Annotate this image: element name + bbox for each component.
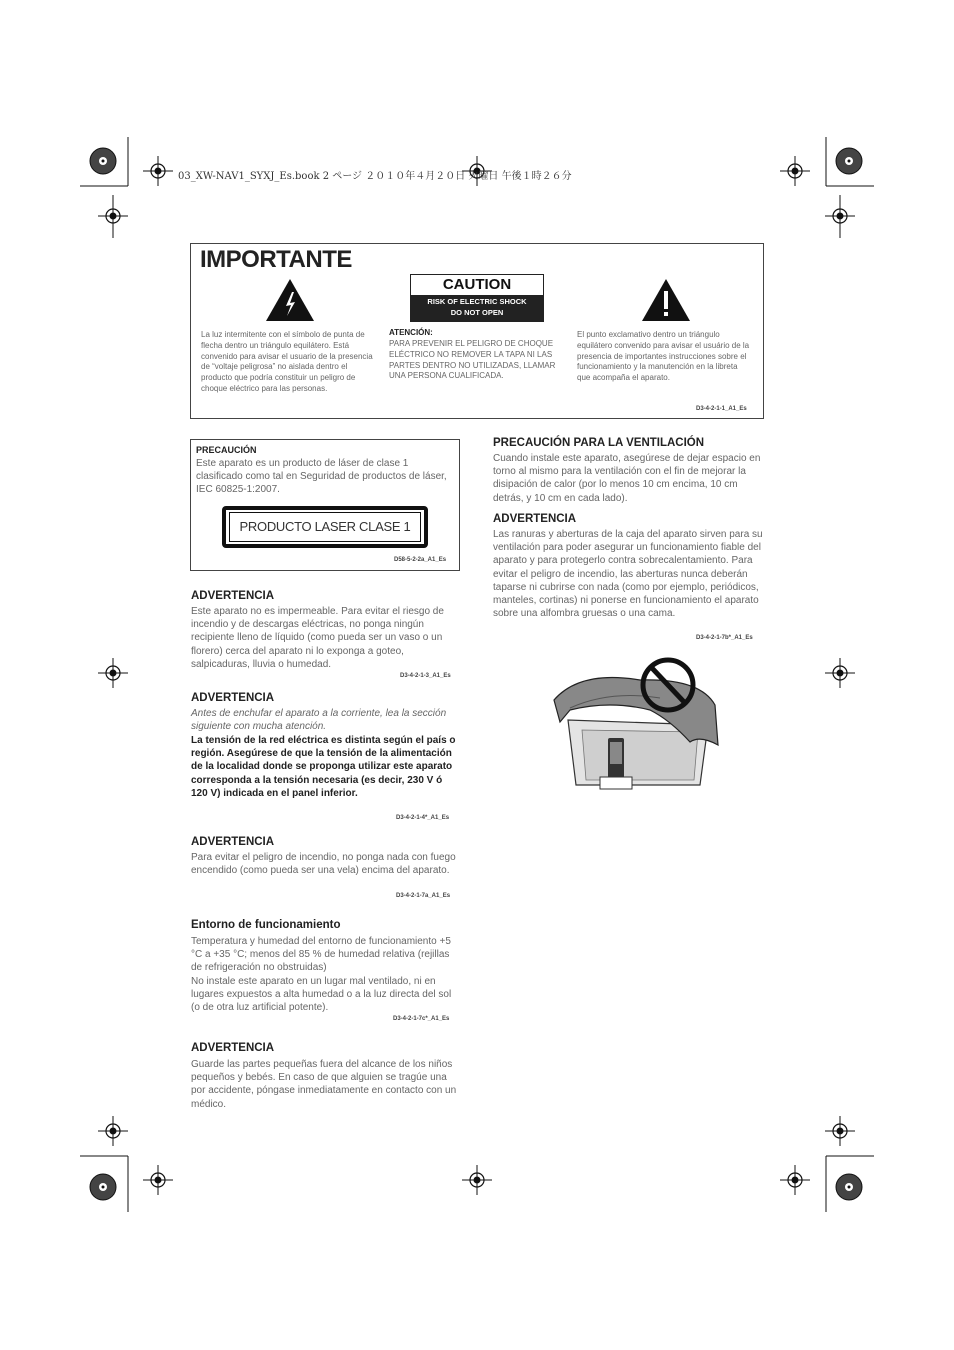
advertencia-3-text: Para evitar el peligro de incendio, no ponga nada con fuego encendido (como pueda ser una vela) encima del aparato.: [191, 852, 456, 877]
caution-subtitle: [411, 295, 543, 321]
advertencia-1-text: Este aparato no es impermeable. Para evitar el riesgo de incendio y de descargas eléctricas, no ponga ningún recipiente lleno de líquido (como pueda ser un vaso o un florero) cerca del aparato ni lo exponga a goteo, salpicaduras, lluvia o humedad.: [191, 606, 444, 670]
caution-title: CAUTION: [442, 276, 512, 293]
advertencia-2-bold: La tensión de la red eléctrica es distinta según el país o región. Asegúrese de que la tensión de la alimentación de la localidad donde se proponga utilizar este aparato corresponda a la tensión necesaria (es decir, 230 V ó 120 V) indicada en el panel inferior.: [191, 735, 456, 799]
precaucion-code: D58-5-2-2a_A1_Es: [394, 557, 447, 563]
advertencia-4-title: ADVERTENCIA: [191, 1042, 275, 1054]
advertencia-2-code: D3-4-2-1-4*_A1_Es: [396, 815, 450, 821]
importante-code: D3-4-2-1-1_A1_Es: [696, 406, 747, 412]
advertencia-3-title: ADVERTENCIA: [191, 836, 275, 848]
file-header: 03_XW-NAV1_SYXJ_Es.book 2 ページ ２０１０年４月２０日 火曜日 午後１時２６分: [178, 171, 572, 182]
atencion-label: ATENCIÓN:: [389, 328, 433, 337]
ventilacion-text: Cuando instale este aparato, asegúrese de dejar espacio en torno al mismo para la ventilación con el fin de mejorar la disipación de calor (por lo menos 10 cm encima, 10 cm detrás, y 10 cm en cada lado).: [493, 453, 761, 504]
advertencia-5-text: Las ranuras y aberturas de la caja del aparato sirven para su ventilación para poder asegurar un funcionamiento fiable del aparato y para protegerlo contra sobrecalentamiento. Para evitar el peligro de incendio, las aberturas nunca deberán taparse ni cubrirse con nada (como por ejemplo, periódicos, manteles, cortinas) ni ponerse en funcionamiento el aparato sobre una alfombra gruesas o una cama.: [493, 529, 763, 620]
advertencia-2-italic: Antes de enchufar el aparato a la corriente, lea la sección siguiente con mucha atención.: [191, 708, 447, 733]
caution-open-text: DO NOT OPEN: [450, 307, 504, 317]
advertencia-3-code: D3-4-2-1-7a_A1_Es: [396, 893, 451, 899]
lightning-warning-icon: [265, 278, 315, 322]
advertencia-4-text: Guarde las partes pequeñas fuera del alcance de los niños pequeños y bebés. En caso de que alguien se tragúe una por accidente, póngase inmediatamente en contacto con un médico.: [191, 1059, 457, 1110]
importante-title: IMPORTANTE: [200, 246, 352, 273]
atencion-text: PARA PREVENIR EL PELIGRO DE CHOQUE ELÉCTRICO NO REMOVER LA TAPA NI LAS PARTES DENTRO NO UTILIZADAS, LLAMAR UNA PERSONA CUALIFICADA.: [389, 339, 556, 381]
advertencia-2-title: ADVERTENCIA: [191, 692, 275, 704]
entorno-title: Entorno de funcionamiento: [191, 919, 341, 931]
exclamation-description: El punto exclamativo dentro un triángulo equilátero convenido para avisar el usuário de la presencia de importantes instrucciones sobre el funcionamiento y la manutención en la libreta que acompaña el aparato.: [577, 330, 750, 383]
entorno-text-1: Temperatura y humedad del entorno de funcionamiento +5 °C a +35 °C; menos del 85 % de humedad relativa (rejillas de refrigeración no obstruidas): [191, 936, 451, 974]
laser-label-text: PRODUCTO LASER CLASE 1: [229, 512, 421, 542]
advertencia-5-title: ADVERTENCIA: [493, 513, 577, 525]
entorno-code: D3-4-2-1-7c*_A1_Es: [393, 1016, 450, 1022]
advertencia-1-title: ADVERTENCIA: [191, 590, 275, 602]
precaucion-label: PRECAUCIÓN: [196, 445, 257, 455]
caution-risk-text: RISK OF ELECTRIC SHOCK: [427, 297, 527, 306]
lightning-description: La luz intermitente con el símbolo de punta de flecha dentro un triángulo equilátero. Está convenido para avisar el usuario de la presencia de “voltaje peligrosa” no aislada dentro el producto que podría constituir un peligro de choque eléctrico para las personas.: [201, 330, 373, 393]
exclamation-warning-icon: [641, 278, 691, 322]
entorno-text-2: No instale este aparato en un lugar mal ventilado, ni en lugares expuestos a alta humedad o a la luz directa del sol (o de otra luz artificial potente).: [191, 976, 452, 1014]
covered-speaker-illustration: [550, 650, 725, 800]
advertencia-5-code: D3-4-2-1-7b*_A1_Es: [696, 635, 753, 641]
precaucion-text: Este aparato es un producto de láser de clase 1 clasificado como tal en Seguridad de productos de láser, IEC 60825-1:2007.: [196, 458, 447, 496]
ventilacion-title: PRECAUCIÓN PARA LA VENTILACIÓN: [493, 437, 705, 449]
advertencia-1-code: D3-4-2-1-3_A1_Es: [400, 673, 451, 679]
